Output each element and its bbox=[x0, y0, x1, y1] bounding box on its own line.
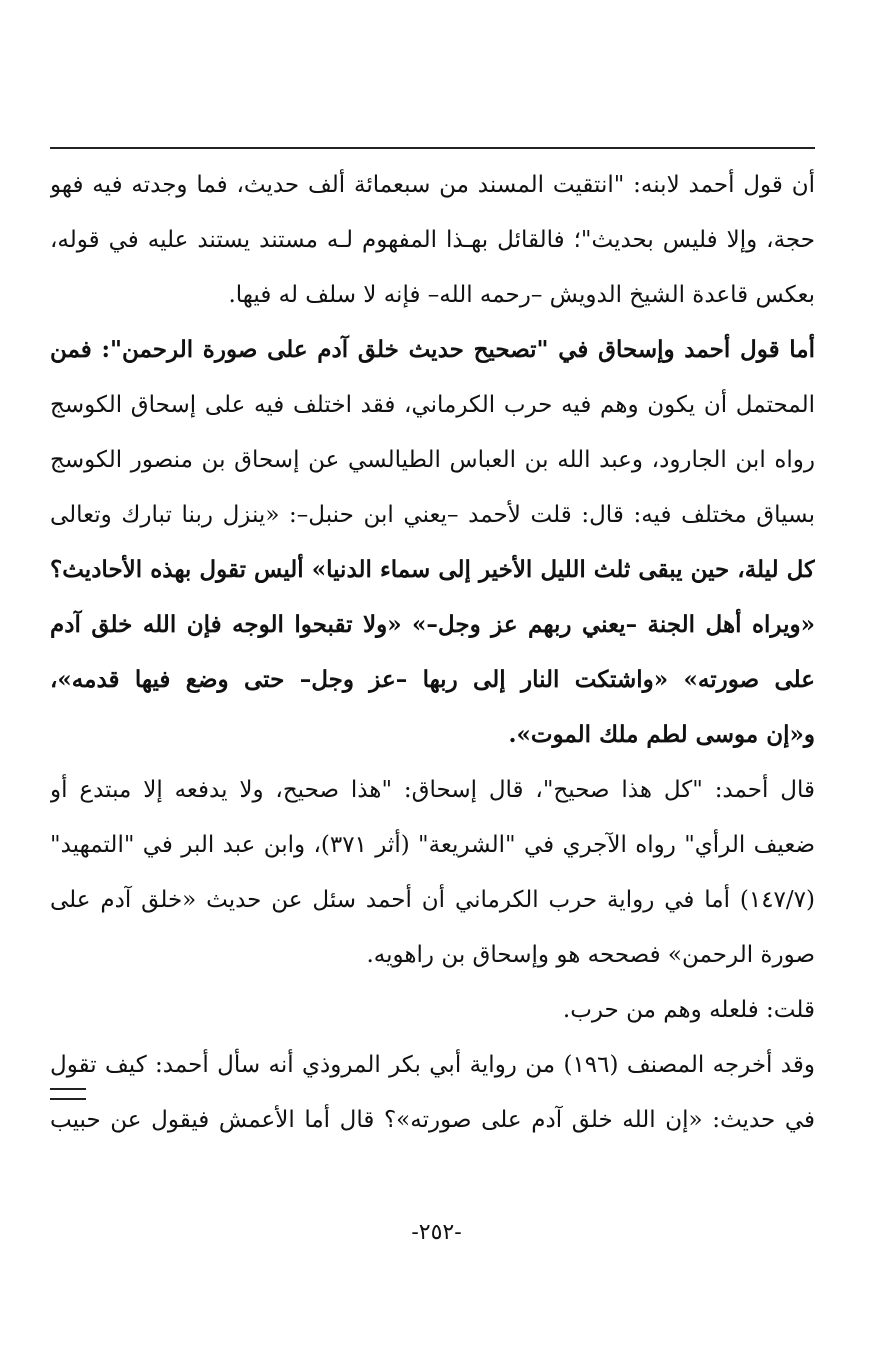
text-line: قلت: فلعله وهم من حرب. bbox=[562, 997, 815, 1023]
page-number: -٢٥٢- bbox=[411, 1220, 462, 1245]
text-line: وقد أخرجه المصنف (١٩٦) من رواية أبي بكر المروذي أنه سأل أحمد: كيف تقول bbox=[50, 1052, 815, 1078]
top-rule bbox=[50, 147, 815, 149]
text-line: أما قول أحمد وإسحاق في "تصحيح حديث خلق آدم على صورة الرحمن": فمن bbox=[50, 336, 815, 363]
text-line: أن قول أحمد لابنه: "انتقيت المسند من سبعمائة ألف حديث، فما وجدته فيه فهو bbox=[50, 172, 815, 198]
text-line: (١٤٧/٧) أما في رواية حرب الكرماني أن أحمد سئل عن حديث «خلق آدم على bbox=[50, 887, 815, 913]
text-line: على صورته» «واشتكت النار إلى ربها –عز وجل– حتى وضع فيها قدمه»، bbox=[50, 666, 815, 693]
text-line: في حديث: «إن الله خلق آدم على صورته»؟ قال أما الأعمش فيقول عن حبيب bbox=[50, 1107, 815, 1133]
text-line: «ويراه أهل الجنة –يعني ربهم عز وجل–» «ولا تقبحوا الوجه فإن الله خلق آدم bbox=[50, 611, 815, 638]
text-line: صورة الرحمن» فصححه هو وإسحاق بن راهويه. bbox=[366, 942, 815, 968]
text-line: قال أحمد: "كل هذا صحيح"، قال إسحاق: "هذا صحيح، ولا يدفعه إلا مبتدع أو bbox=[50, 777, 815, 803]
text-line: حجة، وإلا فليس بحديث"؛ فالقائل بهـذا المفهوم لـه مستند يستند عليه في قوله، bbox=[50, 227, 815, 253]
text-line: ضعيف الرأي" رواه الآجري في "الشريعة" (أثر ٣٧١)، وابن عبد البر في "التمهيد" bbox=[50, 832, 815, 858]
text-line: و«إن موسى لطم ملك الموت». bbox=[508, 721, 815, 748]
text-line: المحتمل أن يكون وهم فيه حرب الكرماني، فقد اختلف فيه على إسحاق الكوسج bbox=[50, 392, 815, 418]
text-line: بسياق مختلف فيه: قال: قلت لأحمد –يعني ابن حنبل–: «ينزل ربنا تبارك وتعالى bbox=[50, 502, 815, 528]
text-line: كل ليلة، حين يبقى ثلث الليل الأخير إلى سماء الدنيا» أليس تقول بهذه الأحاديث؟ bbox=[50, 556, 815, 583]
body-text bbox=[50, 160, 815, 1150]
text-line: بعكس قاعدة الشيخ الدويش –رحمه الله– فإنه لا سلف له فيها. bbox=[228, 282, 815, 308]
text-line: رواه ابن الجارود، وعبد الله بن العباس الطيالسي عن إسحاق بن منصور الكوسج bbox=[50, 447, 815, 473]
continuation-mark bbox=[50, 1088, 86, 1100]
